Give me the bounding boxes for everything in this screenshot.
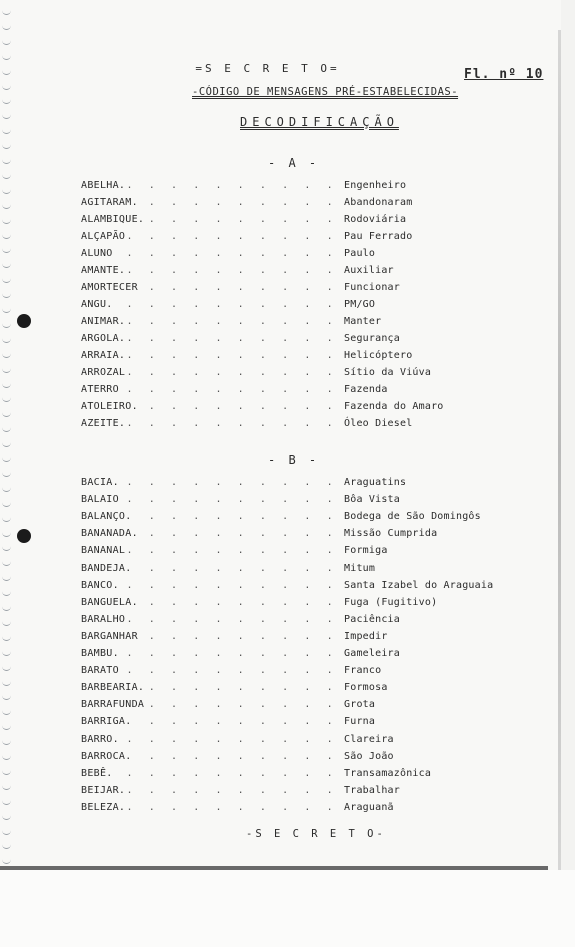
- binding-coil: [2, 813, 11, 820]
- leader-dots: [82, 734, 344, 745]
- code-word: BARBEARIA.: [81, 682, 145, 694]
- code-entry-row: [82, 665, 522, 682]
- code-meaning: Santa Izabel do Araguaia: [344, 579, 494, 591]
- code-meaning: São João: [344, 750, 394, 762]
- code-entry-row: [82, 768, 522, 785]
- binding-coil: [2, 470, 11, 477]
- code-entry-row: [82, 580, 522, 597]
- code-entry-row: [82, 401, 522, 418]
- binding-coil: [2, 306, 11, 313]
- code-word: BARRIGA.: [81, 716, 132, 728]
- code-entry-row: [82, 511, 522, 528]
- code-word: BEIJAR.: [81, 784, 126, 796]
- binding-coil: [2, 187, 11, 194]
- binding-coil: [2, 246, 11, 253]
- code-meaning: Mitum: [344, 562, 376, 574]
- code-meaning: Abandonaram: [344, 197, 413, 208]
- binding-coil: [2, 8, 11, 15]
- code-word: BALAIO: [81, 494, 119, 506]
- code-word: ANIMAR.: [81, 316, 126, 327]
- code-word: AZEITE.: [81, 418, 126, 429]
- code-meaning: Impedir: [344, 630, 388, 642]
- code-word: BARRAFUNDA: [81, 699, 145, 711]
- code-entry-row: [82, 734, 522, 751]
- code-word: BELEZA.: [81, 801, 126, 813]
- code-meaning: Paciência: [344, 613, 400, 625]
- code-meaning: Paulo: [344, 248, 376, 259]
- binding-coil: [2, 440, 11, 447]
- binding-coil: [2, 574, 11, 581]
- binding-coil: [2, 455, 11, 462]
- code-word: BARRO.: [81, 733, 119, 745]
- code-entry-row: [82, 751, 522, 768]
- section-letter-b: - B -: [268, 453, 320, 467]
- code-meaning: Gameleira: [344, 648, 400, 659]
- binding-coil: [2, 172, 11, 179]
- binding-coil: [2, 693, 11, 700]
- code-word: ARRAIA.: [81, 350, 126, 361]
- binding-coil: [2, 783, 11, 790]
- binding-coil: [2, 530, 11, 537]
- code-entry-row: [82, 418, 522, 435]
- code-meaning: Franco: [344, 665, 382, 677]
- code-entry-row: [82, 367, 522, 384]
- code-word: BANANADA.: [81, 528, 138, 540]
- code-entry-row: [82, 682, 522, 699]
- code-entry-row: [82, 180, 522, 197]
- code-meaning: Formosa: [344, 682, 388, 694]
- code-entry-row: [82, 477, 522, 494]
- code-entry-row: [82, 350, 522, 367]
- page-below-area: [0, 870, 575, 947]
- code-word: ALUNO: [81, 248, 113, 259]
- code-word: ALÇAPÃO: [81, 231, 126, 242]
- punch-hole: [17, 529, 31, 543]
- code-word: BANDEJA.: [81, 562, 132, 574]
- code-meaning: Pau Ferrado: [344, 231, 413, 242]
- page-number-label: Fl. nº 10: [464, 67, 544, 82]
- binding-coil: [2, 842, 11, 849]
- binding-coil: [2, 232, 11, 239]
- code-meaning: Bodega de São Domingôs: [344, 511, 481, 523]
- leader-dots: [82, 494, 344, 505]
- section-letter-a: - A -: [268, 156, 320, 170]
- spiral-binding: [2, 8, 16, 868]
- code-entry-row: [82, 802, 522, 819]
- code-meaning: Funcionar: [344, 282, 400, 293]
- leader-dots: [82, 248, 344, 259]
- binding-coil: [2, 336, 11, 343]
- binding-coil: [2, 395, 11, 402]
- binding-coil: [2, 366, 11, 373]
- binding-coil: [2, 649, 11, 656]
- code-meaning: Clareira: [344, 733, 394, 745]
- binding-coil: [2, 679, 11, 686]
- code-meaning: Fazenda do Amaro: [344, 401, 444, 412]
- binding-coil: [2, 515, 11, 522]
- code-entry-row: [82, 716, 522, 733]
- binding-coil: [2, 828, 11, 835]
- binding-coil: [2, 857, 11, 864]
- code-meaning: Formiga: [344, 545, 388, 557]
- code-word: ARROZAL: [81, 367, 126, 378]
- code-word: BARROCA.: [81, 750, 132, 762]
- binding-coil: [2, 142, 11, 149]
- code-meaning: Óleo Diesel: [344, 418, 413, 429]
- code-entry-row: [82, 699, 522, 716]
- code-meaning: Fuga (Fugitivo): [344, 596, 438, 608]
- code-entry-row: [82, 299, 522, 316]
- code-word: BALANÇO.: [81, 511, 132, 523]
- code-meaning: Grota: [344, 699, 376, 711]
- binding-coil: [2, 500, 11, 507]
- binding-coil: [2, 708, 11, 715]
- leader-dots: [82, 665, 344, 676]
- leader-dots: [82, 768, 344, 779]
- binding-coil: [2, 38, 11, 45]
- binding-coil: [2, 768, 11, 775]
- code-word: BANANAL: [81, 545, 126, 557]
- binding-coil: [2, 425, 11, 432]
- leader-dots: [82, 580, 344, 591]
- code-meaning: Engenheiro: [344, 180, 407, 191]
- binding-coil: [2, 23, 11, 30]
- document-subtitle: -CÓDIGO DE MENSAGENS PRÉ-ESTABELECIDAS-: [192, 86, 459, 98]
- binding-coil: [2, 619, 11, 626]
- code-word: ARGOLA.: [81, 333, 126, 344]
- binding-coil: [2, 485, 11, 492]
- binding-coil: [2, 410, 11, 417]
- page-right-margin: [561, 0, 575, 947]
- binding-coil: [2, 202, 11, 209]
- code-entry-row: [82, 785, 522, 802]
- code-entry-row: [82, 333, 522, 350]
- code-entry-row: [82, 248, 522, 265]
- code-entry-row: [82, 648, 522, 665]
- binding-coil: [2, 291, 11, 298]
- binding-coil: [2, 738, 11, 745]
- binding-coil: [2, 664, 11, 671]
- code-entry-row: [82, 384, 522, 401]
- code-word: ALAMBIQUE.: [81, 214, 145, 225]
- code-meaning: Missão Cumprida: [344, 528, 438, 540]
- binding-coil: [2, 544, 11, 551]
- code-entry-row: [82, 316, 522, 333]
- code-word: BANCO.: [81, 579, 119, 591]
- classification-footer: -S E C R E T O-: [246, 828, 386, 840]
- binding-coil: [2, 604, 11, 611]
- code-word: AGITARAM.: [81, 197, 138, 208]
- code-meaning: Furna: [344, 716, 376, 728]
- binding-coil: [2, 634, 11, 641]
- code-word: BACIA.: [81, 477, 119, 488]
- code-meaning: Bôa Vista: [344, 494, 400, 506]
- code-word: ATOLEIRO.: [81, 401, 138, 412]
- binding-coil: [2, 157, 11, 164]
- code-meaning: Araguanã: [344, 801, 394, 813]
- code-word: ANGU.: [81, 299, 113, 310]
- leader-dots: [82, 384, 344, 395]
- code-meaning: Trabalhar: [344, 784, 400, 796]
- code-meaning: PM/GO: [344, 299, 376, 310]
- binding-coil: [2, 97, 11, 104]
- leader-dots: [82, 477, 344, 488]
- leader-dots: [82, 648, 344, 659]
- code-word: AMANTE.: [81, 265, 126, 276]
- page-right-edge: [558, 30, 561, 870]
- code-word: BARALHO: [81, 613, 126, 625]
- binding-coil: [2, 559, 11, 566]
- binding-coil: [2, 351, 11, 358]
- code-entry-row: [82, 214, 522, 231]
- code-entry-row: [82, 614, 522, 631]
- binding-coil: [2, 723, 11, 730]
- code-word: AMORTECER: [81, 282, 138, 293]
- classification-header: =S E C R E T O=: [195, 62, 340, 75]
- code-meaning: Fazenda: [344, 384, 388, 395]
- code-meaning: Araguatins: [344, 477, 407, 488]
- binding-coil: [2, 276, 11, 283]
- punch-hole: [17, 314, 31, 328]
- code-entry-row: [82, 197, 522, 214]
- code-word: BARATO: [81, 665, 119, 677]
- binding-coil: [2, 798, 11, 805]
- binding-coil: [2, 261, 11, 268]
- binding-coil: [2, 127, 11, 134]
- binding-coil: [2, 589, 11, 596]
- code-entry-row: [82, 631, 522, 648]
- code-entry-row: [82, 265, 522, 282]
- code-word: ATERRO: [81, 384, 119, 395]
- code-word: BARGANHAR: [81, 630, 138, 642]
- code-word: BEBÊ.: [81, 767, 113, 779]
- code-meaning: Auxiliar: [344, 265, 394, 276]
- code-entry-row: [82, 494, 522, 511]
- document-section-title: DECODIFICAÇÃO: [240, 115, 399, 129]
- binding-coil: [2, 217, 11, 224]
- code-meaning: Rodoviária: [344, 214, 407, 225]
- code-meaning: Manter: [344, 316, 382, 327]
- binding-coil: [2, 381, 11, 388]
- code-entry-row: [82, 231, 522, 248]
- binding-coil: [2, 112, 11, 119]
- code-meaning: Segurança: [344, 333, 400, 344]
- binding-coil: [2, 53, 11, 60]
- binding-coil: [2, 321, 11, 328]
- binding-coil: [2, 83, 11, 90]
- code-meaning: Transamazônica: [344, 767, 432, 779]
- code-word: BAMBU.: [81, 648, 119, 659]
- leader-dots: [82, 299, 344, 310]
- code-word: BANGUELA.: [81, 596, 138, 608]
- code-entry-row: [82, 528, 522, 545]
- code-meaning: Helicóptero: [344, 350, 413, 361]
- binding-coil: [2, 753, 11, 760]
- code-entry-row: [82, 282, 522, 299]
- code-word: ABELHA.: [81, 180, 126, 191]
- code-entry-row: [82, 597, 522, 614]
- code-entry-row: [82, 545, 522, 562]
- code-entry-row: [82, 563, 522, 580]
- code-meaning: Sítio da Viúva: [344, 367, 432, 378]
